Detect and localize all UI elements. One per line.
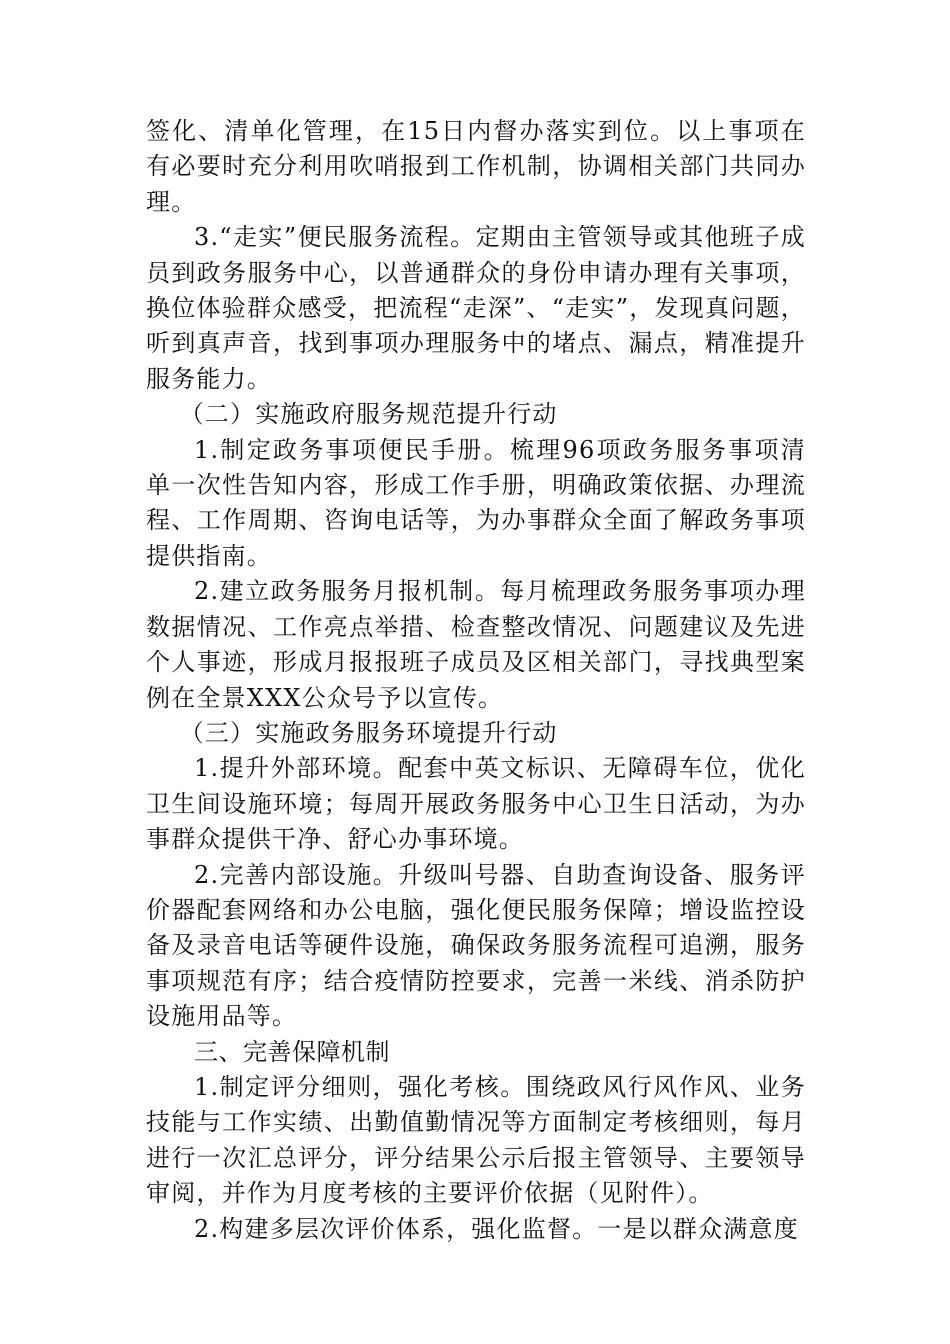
paragraph-item-1-handbook: 1.制定政务事项便民手册。梳理96项政务服务事项清单一次性告知内容，形成工作手册，明确政策依据、办理流程、工作周期、咨询电话等，为办事群众全面了解政务事项提供指南。: [146, 435, 806, 570]
paragraph-item-1-environment: 1.提升外部环境。配套中英文标识、无障碍车位，优化卫生间设施环境；每周开展政务服务中心卫生日活动，为办事群众提供干净、舒心办事环境。: [146, 754, 806, 854]
paragraph-item-2-monthly-report: 2.建立政务服务月报机制。每月梳理政务服务事项办理数据情况、工作亮点举措、检查整改情况、问题建议及先进个人事迹，形成月报报班子成员及区相关部门，寻找典型案例在全景XXX公众号予以宣传。: [146, 577, 806, 712]
paragraph-item-2-evaluation: 2.构建多层次评价体系，强化监督。一是以群众满意度: [194, 1214, 799, 1243]
document-page: [146, 114, 806, 1247]
paragraph-continuation: 签化、清单化管理，在15日内督办落实到位。以上事项在有必要时充分利用吹哨报到工作机制，协调相关部门共同办理。: [146, 117, 806, 216]
paragraph-item-1-scoring: 1.制定评分细则，强化考核。围绕政风行风作风、业务技能与工作实绩、出勤值勤情况等方面制定考核细则，每月进行一次汇总评分，评分结果公示后报主管领导、主要领导审阅，并作为月度考核的主要评价依据（见附件）。: [146, 1072, 806, 1208]
subsection-heading-3: （三）实施政务服务环境提升行动: [179, 718, 558, 747]
subsection-heading-2: （二）实施政府服务规范提升行动: [179, 400, 558, 429]
paragraph-item-2-facilities: 2.完善内部设施。升级叫号器、自助查询设备、服务评价器配套网络和办公电脑，强化便民服务保障；增设监控设备及录音电话等硬件设施，确保政务服务流程可追溯，服务事项规范有序；结合疫情防控要求，完善一米线、消杀防护设施用品等。: [146, 860, 806, 1031]
paragraph-item-3: 3.“走实”便民服务流程。定期由主管领导或其他班子成员到政务服务中心，以普通群众的身份申请办理有关事项，换位体验群众感受，把流程“走深”、“走实”，发现真问题，听到真声音，找到事项办理服务中的堵点、漏点，精准提升服务能力。: [146, 223, 806, 393]
section-heading-3: 三、完善保障机制: [194, 1037, 390, 1066]
